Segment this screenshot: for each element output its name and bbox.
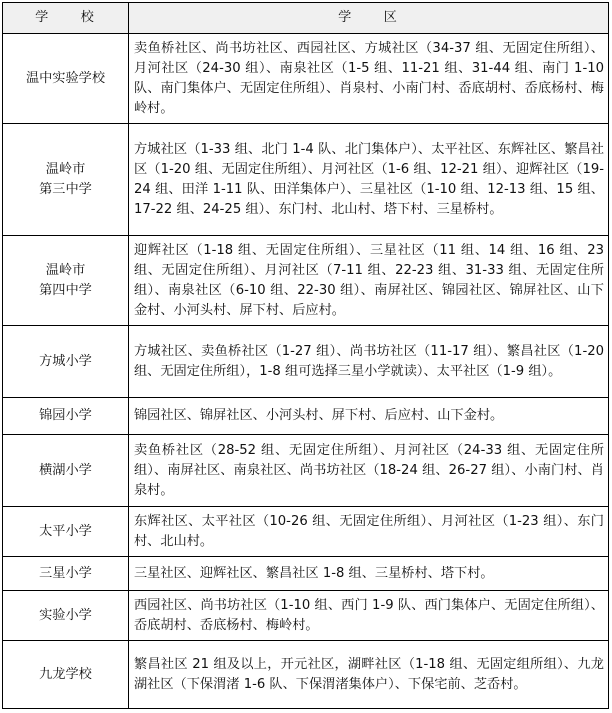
district-description: 西园社区、尚书坊社区（1-10 组、西门 1-9 队、西门集体户、无固定住所组）、岙底胡村、岙底杨村、梅岭村。 <box>129 591 609 641</box>
table-header-row <box>3 3 609 34</box>
school-name: 方城小学 <box>3 326 129 398</box>
school-name: 九龙学校 <box>3 641 129 709</box>
table-row <box>3 326 609 398</box>
header-district: 学 区 <box>129 3 609 34</box>
district-description: 卖鱼桥社区（28-52 组、无固定住所组）、月河社区（24-33 组、无固定住所组）、南屏社区、南泉社区、尚书坊社区（18-24 组、26-27 组）、小南门村、肖泉村。 <box>129 435 609 507</box>
district-description: 方城社区、卖鱼桥社区（1-27 组）、尚书坊社区（11-17 组）、繁昌社区（1-20 组、无固定住所组），1-8 组可选择三星小学就读）、太平社区（1-9 组）。 <box>129 326 609 398</box>
table-row <box>3 435 609 507</box>
header-school: 学 校 <box>3 3 129 34</box>
school-district-table <box>2 2 609 709</box>
school-name: 实验小学 <box>3 591 129 641</box>
district-description: 卖鱼桥社区、尚书坊社区、西园社区、方城社区（34-37 组、无固定住所组）、月河社区（24-30 组）、南泉社区（1-5 组、11-21 组、31-44 组、南门 1-10 队、南门集体户、无固定住所组）、肖泉村、小南门村、岙底胡村、岙底杨村、梅岭村。 <box>129 34 609 124</box>
table-row <box>3 124 609 236</box>
table-row <box>3 34 609 124</box>
district-description: 迎辉社区（1-18 组、无固定住所组）、三星社区（11 组、14 组、16 组、23 组、无固定住所组）、月河社区（7-11 组、22-23 组、31-33 组、无固定住所组）、南泉社区（6-10 组、22-30 组）、南屏社区、锦园社区、锦屏社区、山下金村、小河头村、屏下村、后应村。 <box>129 236 609 326</box>
school-name: 锦园小学 <box>3 398 129 435</box>
table-row <box>3 591 609 641</box>
table-row <box>3 557 609 591</box>
district-description: 三星社区、迎辉社区、繁昌社区 1-8 组、三星桥村、塔下村。 <box>129 557 609 591</box>
school-name: 温岭市 第四中学 <box>3 236 129 326</box>
school-name: 太平小学 <box>3 507 129 557</box>
district-description: 锦园社区、锦屏社区、小河头村、屏下村、后应村、山下金村。 <box>129 398 609 435</box>
district-description: 东辉社区、太平社区（10-26 组、无固定住所组）、月河社区（1-23 组）、东门村、北山村。 <box>129 507 609 557</box>
table-row <box>3 507 609 557</box>
table-row <box>3 641 609 709</box>
table-row <box>3 398 609 435</box>
school-name: 温中实验学校 <box>3 34 129 124</box>
table-row <box>3 236 609 326</box>
school-name: 三星小学 <box>3 557 129 591</box>
district-description: 繁昌社区 21 组及以上，开元社区，湖畔社区（1-18 组、无固定组所组）、九龙湖社区（下保渭渚 1-6 队、下保渭渚集体户）、下保宅前、芝岙村。 <box>129 641 609 709</box>
school-name: 横湖小学 <box>3 435 129 507</box>
school-name: 温岭市 第三中学 <box>3 124 129 236</box>
district-description: 方城社区（1-33 组、北门 1-4 队、北门集体户）、太平社区、东辉社区、繁昌社区（1-20 组、无固定住所组）、月河社区（1-6 组、12-21 组）、迎辉社区（19-24 组、田洋 1-11 队、田洋集体户）、三星社区（1-10 组、12-13 组、15 组、17-22 组、24-25 组）、东门村、北山村、塔下村、三星桥村。 <box>129 124 609 236</box>
